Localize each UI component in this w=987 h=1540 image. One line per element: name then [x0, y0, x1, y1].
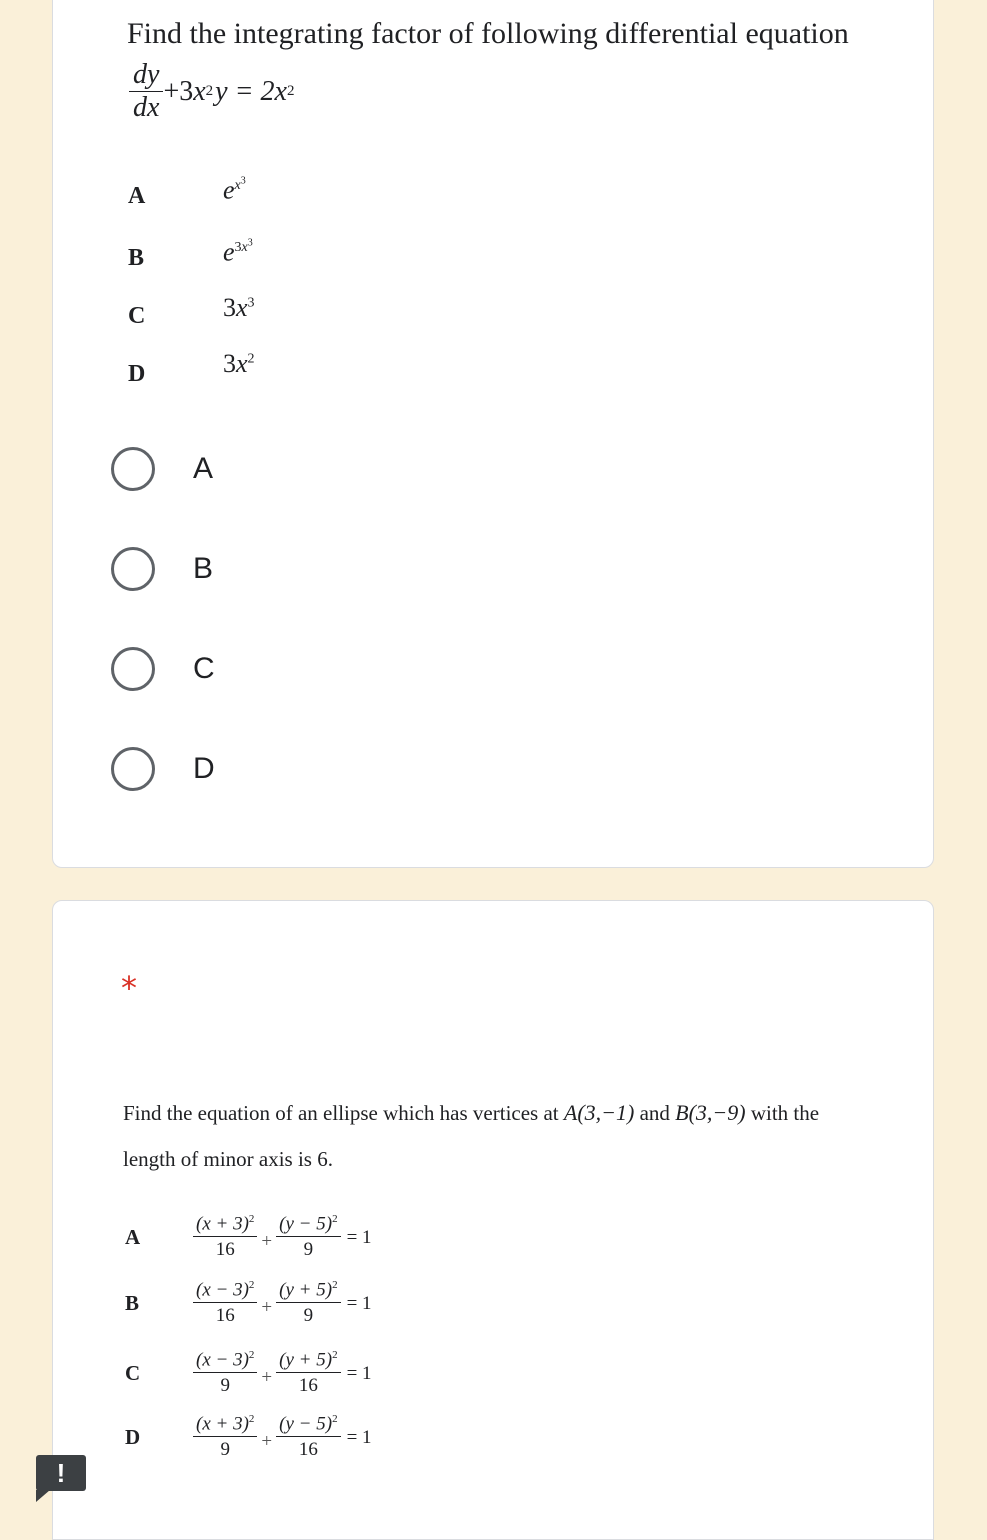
frac-denominator: 16 — [298, 1439, 318, 1461]
frac-numerator: (x + 3) — [196, 1213, 249, 1235]
ellipse-option-letter: C — [125, 1361, 141, 1386]
option-b-base: e — [223, 237, 235, 267]
radio-button-icon[interactable] — [111, 547, 155, 591]
option-b-letter: B — [128, 245, 145, 271]
plus-sign: + — [261, 1230, 273, 1252]
frac-denominator: 16 — [215, 1239, 235, 1261]
option-b-sup-exp: 3 — [247, 237, 253, 248]
radio-choice-b[interactable] — [111, 544, 213, 594]
option-c-exp: 3 — [247, 295, 255, 311]
radio-button-icon[interactable] — [111, 747, 155, 791]
frac-numerator: (x − 3) — [196, 1279, 249, 1301]
frac-power: 2 — [332, 1349, 338, 1361]
option-d-exp: 2 — [247, 351, 255, 367]
equals-one: = 1 — [346, 1226, 372, 1248]
vertex-a: A(3,−1) — [563, 1100, 635, 1125]
option-d-letter: D — [128, 361, 146, 387]
vertex-b: B(3,−9) — [675, 1100, 746, 1125]
option-b-sup-var: x — [241, 239, 248, 255]
radio-choice-label: A — [193, 452, 214, 485]
option-b-sup-coef: 3 — [234, 239, 242, 255]
frac-numerator: (y − 5) — [279, 1213, 333, 1235]
radio-choice-label: C — [193, 652, 215, 685]
ellipse-option-a — [125, 1213, 445, 1263]
equation-y-eq: y = 2 — [215, 75, 275, 107]
question-card-1 — [52, 0, 934, 868]
frac-numerator: (x − 3) — [196, 1349, 249, 1371]
equation-plus-coef: +3 — [163, 75, 194, 107]
equals-one: = 1 — [346, 1292, 372, 1314]
option-a-base: e — [223, 175, 235, 205]
frac-power: 2 — [248, 1413, 255, 1425]
question-1-title: Find the integrating factor of following differential equation — [127, 17, 849, 50]
equation-exp: 2 — [205, 83, 214, 100]
equation-exp-rhs: 2 — [286, 83, 295, 100]
required-asterisk: * — [121, 969, 137, 1007]
option-a-sup-exp: 3 — [240, 175, 246, 186]
option-d-coef: 3 — [223, 349, 236, 378]
equals-one: = 1 — [346, 1426, 372, 1448]
plus-sign: + — [261, 1430, 273, 1452]
ellipse-option-b — [125, 1279, 445, 1329]
frac-denominator: 9 — [303, 1305, 314, 1327]
option-c-var: x — [236, 293, 248, 322]
ellipse-option-c — [125, 1349, 445, 1399]
option-c-letter: C — [128, 303, 146, 329]
question-card-2 — [52, 900, 934, 1540]
option-d-var: x — [236, 349, 248, 378]
frac-power: 2 — [248, 1213, 255, 1225]
option-a-letter: A — [128, 183, 146, 209]
radio-choice-a[interactable] — [111, 444, 213, 494]
ellipse-option-d — [125, 1413, 445, 1463]
derivative-fraction — [129, 59, 163, 124]
ellipse-option-letter: A — [125, 1225, 141, 1250]
option-a-sup-var: x — [234, 177, 241, 193]
radio-choice-label: D — [193, 752, 215, 785]
radio-choice-c[interactable] — [111, 644, 215, 694]
derivative-numerator: dy — [129, 59, 163, 92]
ellipse-option-letter: D — [125, 1425, 141, 1450]
ellipse-option-letter: B — [125, 1291, 140, 1316]
frac-numerator: (y + 5) — [279, 1279, 333, 1301]
frac-denominator: 9 — [303, 1239, 314, 1261]
question-1-equation — [129, 59, 294, 124]
option-d-value — [223, 349, 255, 379]
frac-denominator: 9 — [220, 1439, 230, 1461]
question-2-and: and — [634, 1101, 676, 1125]
radio-button-icon[interactable] — [111, 447, 155, 491]
frac-power: 2 — [332, 1413, 338, 1425]
radio-choice-d[interactable] — [111, 744, 215, 794]
frac-denominator: 16 — [215, 1305, 235, 1327]
frac-power: 2 — [248, 1349, 255, 1361]
frac-power: 2 — [248, 1279, 255, 1291]
option-b-value — [223, 237, 253, 267]
question-2-text-line-2: length of minor axis is 6. — [123, 1147, 333, 1171]
question-2-text-a: Find the equation of an ellipse which has vertices at — [123, 1101, 564, 1125]
frac-numerator: (y + 5) — [279, 1349, 333, 1371]
plus-sign: + — [261, 1296, 273, 1318]
equals-one: = 1 — [346, 1362, 372, 1384]
frac-power: 2 — [332, 1213, 338, 1225]
report-issue-button[interactable] — [36, 1455, 86, 1491]
option-c-value — [223, 293, 255, 323]
radio-choice-label: B — [193, 552, 214, 585]
derivative-denominator: dx — [133, 92, 160, 124]
equation-x: x — [193, 75, 206, 107]
question-2-with-the: with the — [745, 1101, 820, 1125]
question-2-text-line-1 — [123, 1100, 819, 1126]
exclamation-icon: ! — [56, 1457, 66, 1488]
radio-button-icon[interactable] — [111, 647, 155, 691]
option-c-coef: 3 — [223, 293, 236, 322]
option-a-value — [223, 175, 246, 205]
plus-sign: + — [261, 1366, 273, 1388]
frac-denominator: 9 — [220, 1375, 230, 1397]
frac-numerator: (x + 3) — [196, 1413, 249, 1435]
frac-power: 2 — [332, 1279, 338, 1291]
report-button-tail — [36, 1490, 50, 1502]
equation-x-rhs: x — [274, 75, 287, 107]
frac-denominator: 16 — [298, 1375, 318, 1397]
frac-numerator: (y − 5) — [279, 1413, 333, 1435]
